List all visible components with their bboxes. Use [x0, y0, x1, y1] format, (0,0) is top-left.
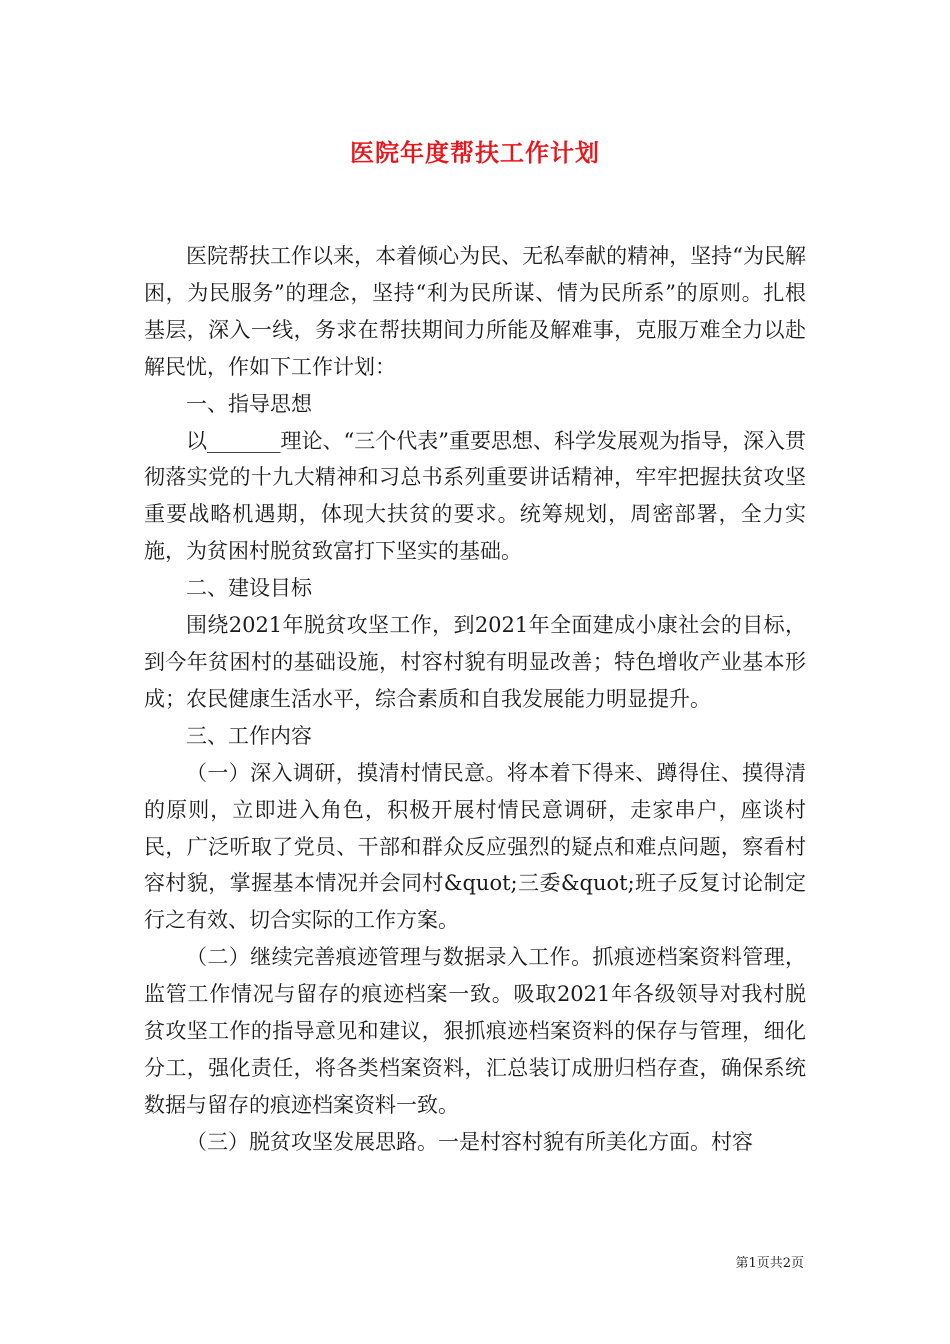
section-heading-work-content: 三、工作内容	[186, 723, 312, 748]
document-title: 医院年度帮扶工作计划	[350, 138, 600, 167]
paragraph-goals: 围绕2021年脱贫攻坚工作，到2021年全面建成小康社会的目标，到今年贫困村的基础设施，村容村貌有明显改善；特色增收产业基本形成；农民健康生活水平，综合素质和自我发展能力明显提升。	[144, 613, 806, 711]
paragraph-work-item-2: （二）继续完善痕迹管理与数据录入工作。抓痕迹档案资料管理，监管工作情况与留存的痕迹档案一致。吸取2021年各级领导对我村脱贫攻坚工作的指导意见和建议，狠抓痕迹档案资料的保存与管理，细化分工，强化责任，将各类档案资料，汇总装订成册归档存查，确保系统数据与留存的痕迹档案资料一致。	[144, 945, 806, 1117]
section-heading-goals: 二、建设目标	[186, 576, 312, 601]
paragraph-work-item-3: （三）脱贫攻坚发展思路。一是村容村貌有所美化方面。村容	[186, 1129, 753, 1154]
paragraph-work-item-1: （一）深入调研，摸清村情民意。将本着下得来、蹲得住、摸得清的原则，立即进入角色，积极开展村情民意调研，走家串户，座谈村民，广泛听取了党员、干部和群众反应强烈的疑点和难点问题，察看村容村貌，掌握基本情况并会同村&quot;三委&quot;班子反复讨论制定行之有效、切合实际的工作方案。	[144, 760, 806, 933]
paragraph-guiding-thought: 以_______理论、“三个代表”重要思想、科学发展观为指导，深入贯彻落实党的十九大精神和习总书系列重要讲话精神，牢牢把握扶贫攻坚重要战略机遇期，体现大扶贫的要求。统筹规划，周密部署，全力实施，为贫困村脱贫致富打下坚实的基础。	[144, 428, 806, 564]
document-body	[144, 238, 806, 1161]
page-number: 第1页共2页	[735, 1256, 804, 1271]
paragraph-intro: 医院帮扶工作以来，本着倾心为民、无私奉献的精神，坚持“为民解困，为民服务”的理念，坚持“利为民所谋、情为民所系”的原则。扎根基层，深入一线，务求在帮扶期间力所能及解难事，克服万难全力以赴解民忧，作如下工作计划：	[144, 244, 806, 379]
section-heading-guiding-thought: 一、指导思想	[186, 391, 312, 416]
